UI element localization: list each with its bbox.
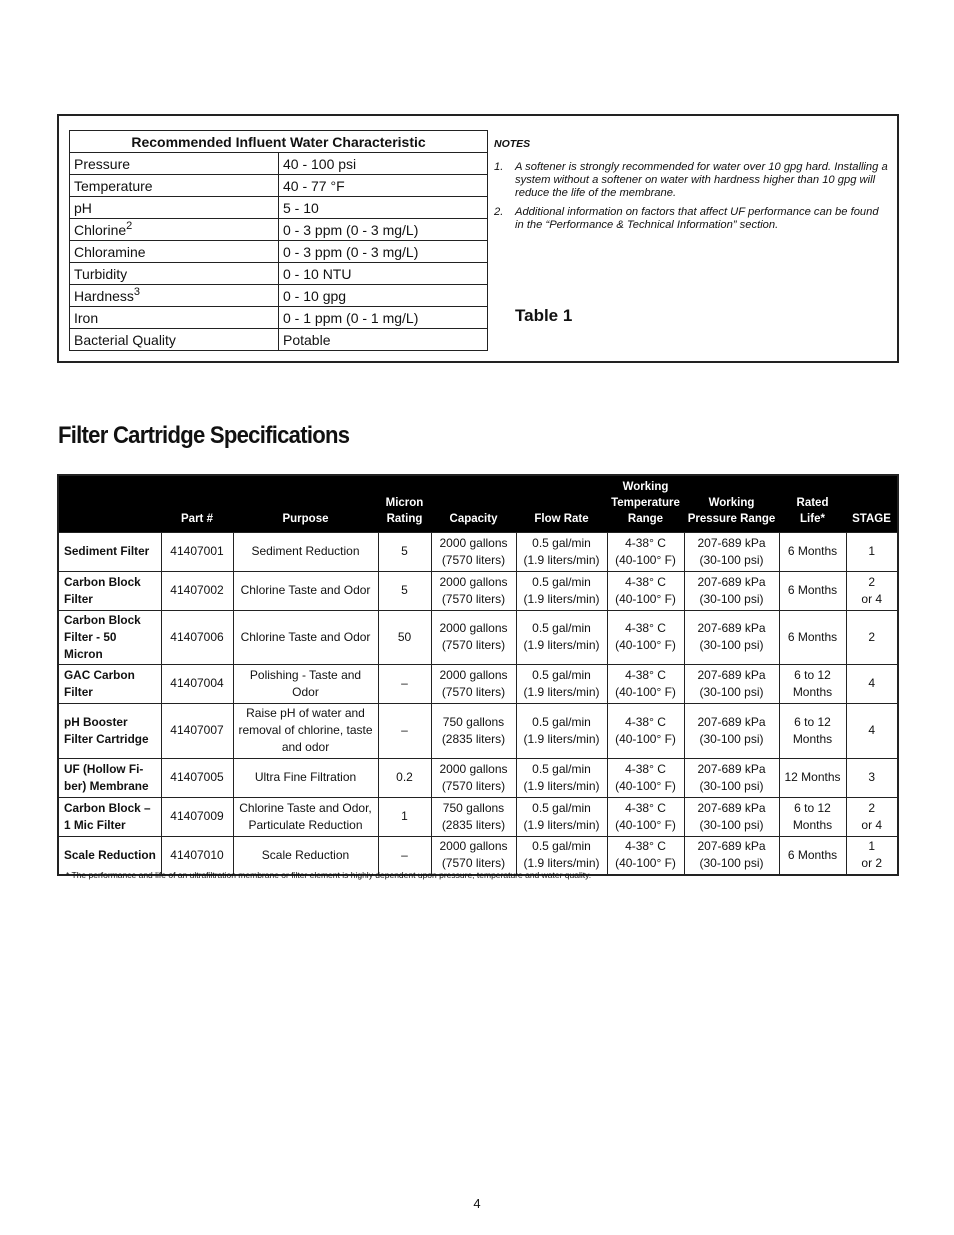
water-table-row bbox=[70, 175, 488, 197]
spec-cell-purpose: Ultra Fine Filtration bbox=[233, 758, 378, 797]
water-table-row bbox=[70, 219, 488, 241]
spec-cell-temp: 4-38° C (40-100° F) bbox=[607, 571, 684, 610]
spec-cell-purpose: Sediment Reduction bbox=[233, 532, 378, 571]
spec-column-header: Micron Rating bbox=[378, 475, 431, 532]
spec-cell-stage: 1 bbox=[846, 532, 898, 571]
spec-cell-capacity: 2000 gallons (7570 liters) bbox=[431, 532, 516, 571]
spec-cell-purpose: Raise pH of water and removal of chlorine, taste and odor bbox=[233, 703, 378, 758]
note-text: A softener is strongly recommended for water over 10 gpg hard. Installing a system without a softener on water with hardness higher than 10 gpg will reduce the life of the membrane. bbox=[515, 161, 888, 199]
spec-row bbox=[58, 703, 898, 758]
spec-cell-part: 41407002 bbox=[161, 571, 233, 610]
footnote: * The performance and life of an ultrafiltration membrane or filter element is highly dependent upon pressure, temperature and water quality. bbox=[66, 870, 592, 880]
spec-row bbox=[58, 610, 898, 664]
spec-row bbox=[58, 532, 898, 571]
spec-cell-part: 41407005 bbox=[161, 758, 233, 797]
water-value-cell: 0 - 3 ppm (0 - 3 mg/L) bbox=[279, 219, 488, 241]
spec-cell-life: 12 Months bbox=[779, 758, 846, 797]
spec-cell-micron: – bbox=[378, 836, 431, 875]
water-param-cell bbox=[70, 241, 279, 263]
spec-column-header: Part # bbox=[161, 475, 233, 532]
spec-cell-micron: – bbox=[378, 664, 431, 703]
spec-cell-life: 6 Months bbox=[779, 571, 846, 610]
spec-cell-part: 41407009 bbox=[161, 797, 233, 836]
spec-cell-temp: 4-38° C (40-100° F) bbox=[607, 664, 684, 703]
notes-title: NOTES bbox=[494, 138, 531, 150]
water-value-cell: 40 - 100 psi bbox=[279, 153, 488, 175]
spec-cell-micron: 50 bbox=[378, 610, 431, 664]
spec-cell-temp: 4-38° C (40-100° F) bbox=[607, 610, 684, 664]
spec-cell-part: 41407007 bbox=[161, 703, 233, 758]
spec-cell-temp: 4-38° C (40-100° F) bbox=[607, 758, 684, 797]
water-param-name: Pressure bbox=[74, 155, 131, 172]
spec-cell-flow: 0.5 gal/min (1.9 liters/min) bbox=[516, 664, 607, 703]
water-value-cell: 0 - 10 gpg bbox=[279, 285, 488, 307]
spec-column-header bbox=[58, 475, 161, 532]
spec-cell-purpose: Scale Reduction bbox=[233, 836, 378, 875]
footnote-ref: 3 bbox=[133, 285, 141, 298]
spec-cell-flow: 0.5 gal/min (1.9 liters/min) bbox=[516, 797, 607, 836]
spec-cell-capacity: 2000 gallons (7570 liters) bbox=[431, 758, 516, 797]
water-param-cell bbox=[70, 153, 279, 175]
note-number: 2. bbox=[494, 206, 504, 218]
spec-cell-capacity: 2000 gallons (7570 liters) bbox=[431, 571, 516, 610]
spec-cell-temp: 4-38° C (40-100° F) bbox=[607, 532, 684, 571]
spec-column-header: STAGE bbox=[846, 475, 898, 532]
water-table-row bbox=[70, 197, 488, 219]
note-text: Additional information on factors that affect UF performance can be found in the “Performance & Technical Information” section. bbox=[515, 206, 879, 231]
water-value-cell: 40 - 77 °F bbox=[279, 175, 488, 197]
spec-column-header: Working Pressure Range bbox=[684, 475, 779, 532]
footnote-ref: 2 bbox=[126, 219, 133, 232]
water-value-cell: 0 - 10 NTU bbox=[279, 263, 488, 285]
water-param-cell bbox=[70, 175, 279, 197]
spec-row bbox=[58, 571, 898, 610]
spec-cell-part: 41407001 bbox=[161, 532, 233, 571]
spec-column-header: Flow Rate bbox=[516, 475, 607, 532]
spec-cell-capacity: 2000 gallons (7570 liters) bbox=[431, 836, 516, 875]
spec-column-header: Working Temperature Range bbox=[607, 475, 684, 532]
water-param-name: Bacterial Quality bbox=[74, 331, 176, 348]
spec-cell-pressure: 207-689 kPa (30-100 psi) bbox=[684, 758, 779, 797]
spec-cell-flow: 0.5 gal/min (1.9 liters/min) bbox=[516, 571, 607, 610]
water-param-cell bbox=[70, 197, 279, 219]
spec-cell-pressure: 207-689 kPa (30-100 psi) bbox=[684, 664, 779, 703]
spec-cell-flow: 0.5 gal/min (1.9 liters/min) bbox=[516, 758, 607, 797]
water-param-cell bbox=[70, 329, 279, 351]
water-value-cell: 0 - 1 ppm (0 - 1 mg/L) bbox=[279, 307, 488, 329]
spec-cell-part: 41407010 bbox=[161, 836, 233, 875]
water-param-cell bbox=[70, 307, 279, 329]
water-table-row bbox=[70, 307, 488, 329]
notes-block bbox=[494, 138, 889, 238]
spec-cell-name: UF (Hollow Fi- ber) Membrane bbox=[58, 758, 161, 797]
spec-cell-purpose: Chlorine Taste and Odor bbox=[233, 610, 378, 664]
spec-cell-name: pH Booster Filter Cartridge bbox=[58, 703, 161, 758]
spec-cell-pressure: 207-689 kPa (30-100 psi) bbox=[684, 610, 779, 664]
spec-cell-capacity: 750 gallons (2835 liters) bbox=[431, 797, 516, 836]
spec-cell-life: 6 Months bbox=[779, 610, 846, 664]
water-table-row bbox=[70, 285, 488, 307]
spec-row bbox=[58, 758, 898, 797]
spec-cell-stage: 3 bbox=[846, 758, 898, 797]
spec-cell-stage: 4 bbox=[846, 664, 898, 703]
note-number: 1. bbox=[494, 161, 504, 173]
spec-cell-micron: 5 bbox=[378, 532, 431, 571]
water-table-row bbox=[70, 241, 488, 263]
water-param-cell bbox=[70, 285, 279, 307]
spec-cell-pressure: 207-689 kPa (30-100 psi) bbox=[684, 836, 779, 875]
spec-cell-name: Carbon Block – 1 Mic Filter bbox=[58, 797, 161, 836]
spec-cell-pressure: 207-689 kPa (30-100 psi) bbox=[684, 797, 779, 836]
spec-cell-life: 6 Months bbox=[779, 532, 846, 571]
spec-cell-name: Carbon Block Filter bbox=[58, 571, 161, 610]
spec-cell-name: Carbon Block Filter - 50 Micron bbox=[58, 610, 161, 664]
water-param-name: Iron bbox=[74, 309, 99, 326]
spec-row bbox=[58, 664, 898, 703]
spec-cell-life: 6 to 12 Months bbox=[779, 703, 846, 758]
spec-cell-micron: – bbox=[378, 703, 431, 758]
spec-cell-capacity: 2000 gallons (7570 liters) bbox=[431, 610, 516, 664]
spec-cell-temp: 4-38° C (40-100° F) bbox=[607, 836, 684, 875]
water-param-name: Chlorine bbox=[74, 221, 127, 238]
spec-cell-purpose: Chlorine Taste and Odor bbox=[233, 571, 378, 610]
spec-cell-capacity: 2000 gallons (7570 liters) bbox=[431, 664, 516, 703]
note-item bbox=[494, 161, 889, 200]
water-param-name: Chloramine bbox=[74, 243, 146, 260]
water-param-cell bbox=[70, 263, 279, 285]
spec-cell-flow: 0.5 gal/min (1.9 liters/min) bbox=[516, 703, 607, 758]
spec-cell-temp: 4-38° C (40-100° F) bbox=[607, 703, 684, 758]
spec-cell-name: Scale Reduction bbox=[58, 836, 161, 875]
spec-cell-flow: 0.5 gal/min (1.9 liters/min) bbox=[516, 532, 607, 571]
spec-cell-stage: 4 bbox=[846, 703, 898, 758]
water-table-row bbox=[70, 153, 488, 175]
spec-row bbox=[58, 797, 898, 836]
spec-cell-name: GAC Carbon Filter bbox=[58, 664, 161, 703]
spec-cell-stage: 1 or 2 bbox=[846, 836, 898, 875]
water-param-name: Temperature bbox=[74, 177, 153, 194]
spec-cell-name: Sediment Filter bbox=[58, 532, 161, 571]
influent-water-box bbox=[57, 114, 899, 363]
spec-cell-pressure: 207-689 kPa (30-100 psi) bbox=[684, 703, 779, 758]
spec-cell-temp: 4-38° C (40-100° F) bbox=[607, 797, 684, 836]
spec-column-header: Purpose bbox=[233, 475, 378, 532]
spec-cell-life: 6 to 12 Months bbox=[779, 664, 846, 703]
spec-cell-flow: 0.5 gal/min (1.9 liters/min) bbox=[516, 836, 607, 875]
spec-cell-micron: 5 bbox=[378, 571, 431, 610]
spec-cell-micron: 1 bbox=[378, 797, 431, 836]
influent-water-table bbox=[69, 130, 488, 351]
spec-cell-flow: 0.5 gal/min (1.9 liters/min) bbox=[516, 610, 607, 664]
water-param-name: pH bbox=[74, 199, 92, 216]
spec-column-header: Capacity bbox=[431, 475, 516, 532]
influent-water-table-header: Recommended Influent Water Characteristic bbox=[70, 131, 488, 153]
table-label: Table 1 bbox=[515, 306, 573, 325]
water-param-name: Turbidity bbox=[74, 265, 128, 282]
spec-cell-part: 41407004 bbox=[161, 664, 233, 703]
water-param-cell bbox=[70, 219, 279, 241]
water-value-cell: 0 - 3 ppm (0 - 3 mg/L) bbox=[279, 241, 488, 263]
water-value-cell: Potable bbox=[279, 329, 488, 351]
spec-cell-stage: 2 bbox=[846, 610, 898, 664]
water-value-cell: 5 - 10 bbox=[279, 197, 488, 219]
water-table-row bbox=[70, 329, 488, 351]
section-heading: Filter Cartridge Specifications bbox=[58, 422, 350, 449]
spec-cell-part: 41407006 bbox=[161, 610, 233, 664]
spec-cell-capacity: 750 gallons (2835 liters) bbox=[431, 703, 516, 758]
water-param-name: Hardness bbox=[74, 287, 134, 304]
spec-cell-stage: 2 or 4 bbox=[846, 797, 898, 836]
spec-cell-purpose: Chlorine Taste and Odor, Particulate Reduction bbox=[233, 797, 378, 836]
spec-column-header: Rated Life* bbox=[779, 475, 846, 532]
filter-spec-table bbox=[57, 474, 899, 876]
spec-cell-pressure: 207-689 kPa (30-100 psi) bbox=[684, 571, 779, 610]
water-table-row bbox=[70, 263, 488, 285]
spec-cell-stage: 2 or 4 bbox=[846, 571, 898, 610]
spec-cell-life: 6 to 12 Months bbox=[779, 797, 846, 836]
note-item bbox=[494, 206, 889, 232]
spec-cell-pressure: 207-689 kPa (30-100 psi) bbox=[684, 532, 779, 571]
spec-cell-life: 6 Months bbox=[779, 836, 846, 875]
page-number: 4 bbox=[473, 1196, 481, 1211]
spec-cell-micron: 0.2 bbox=[378, 758, 431, 797]
spec-cell-purpose: Polishing - Taste and Odor bbox=[233, 664, 378, 703]
